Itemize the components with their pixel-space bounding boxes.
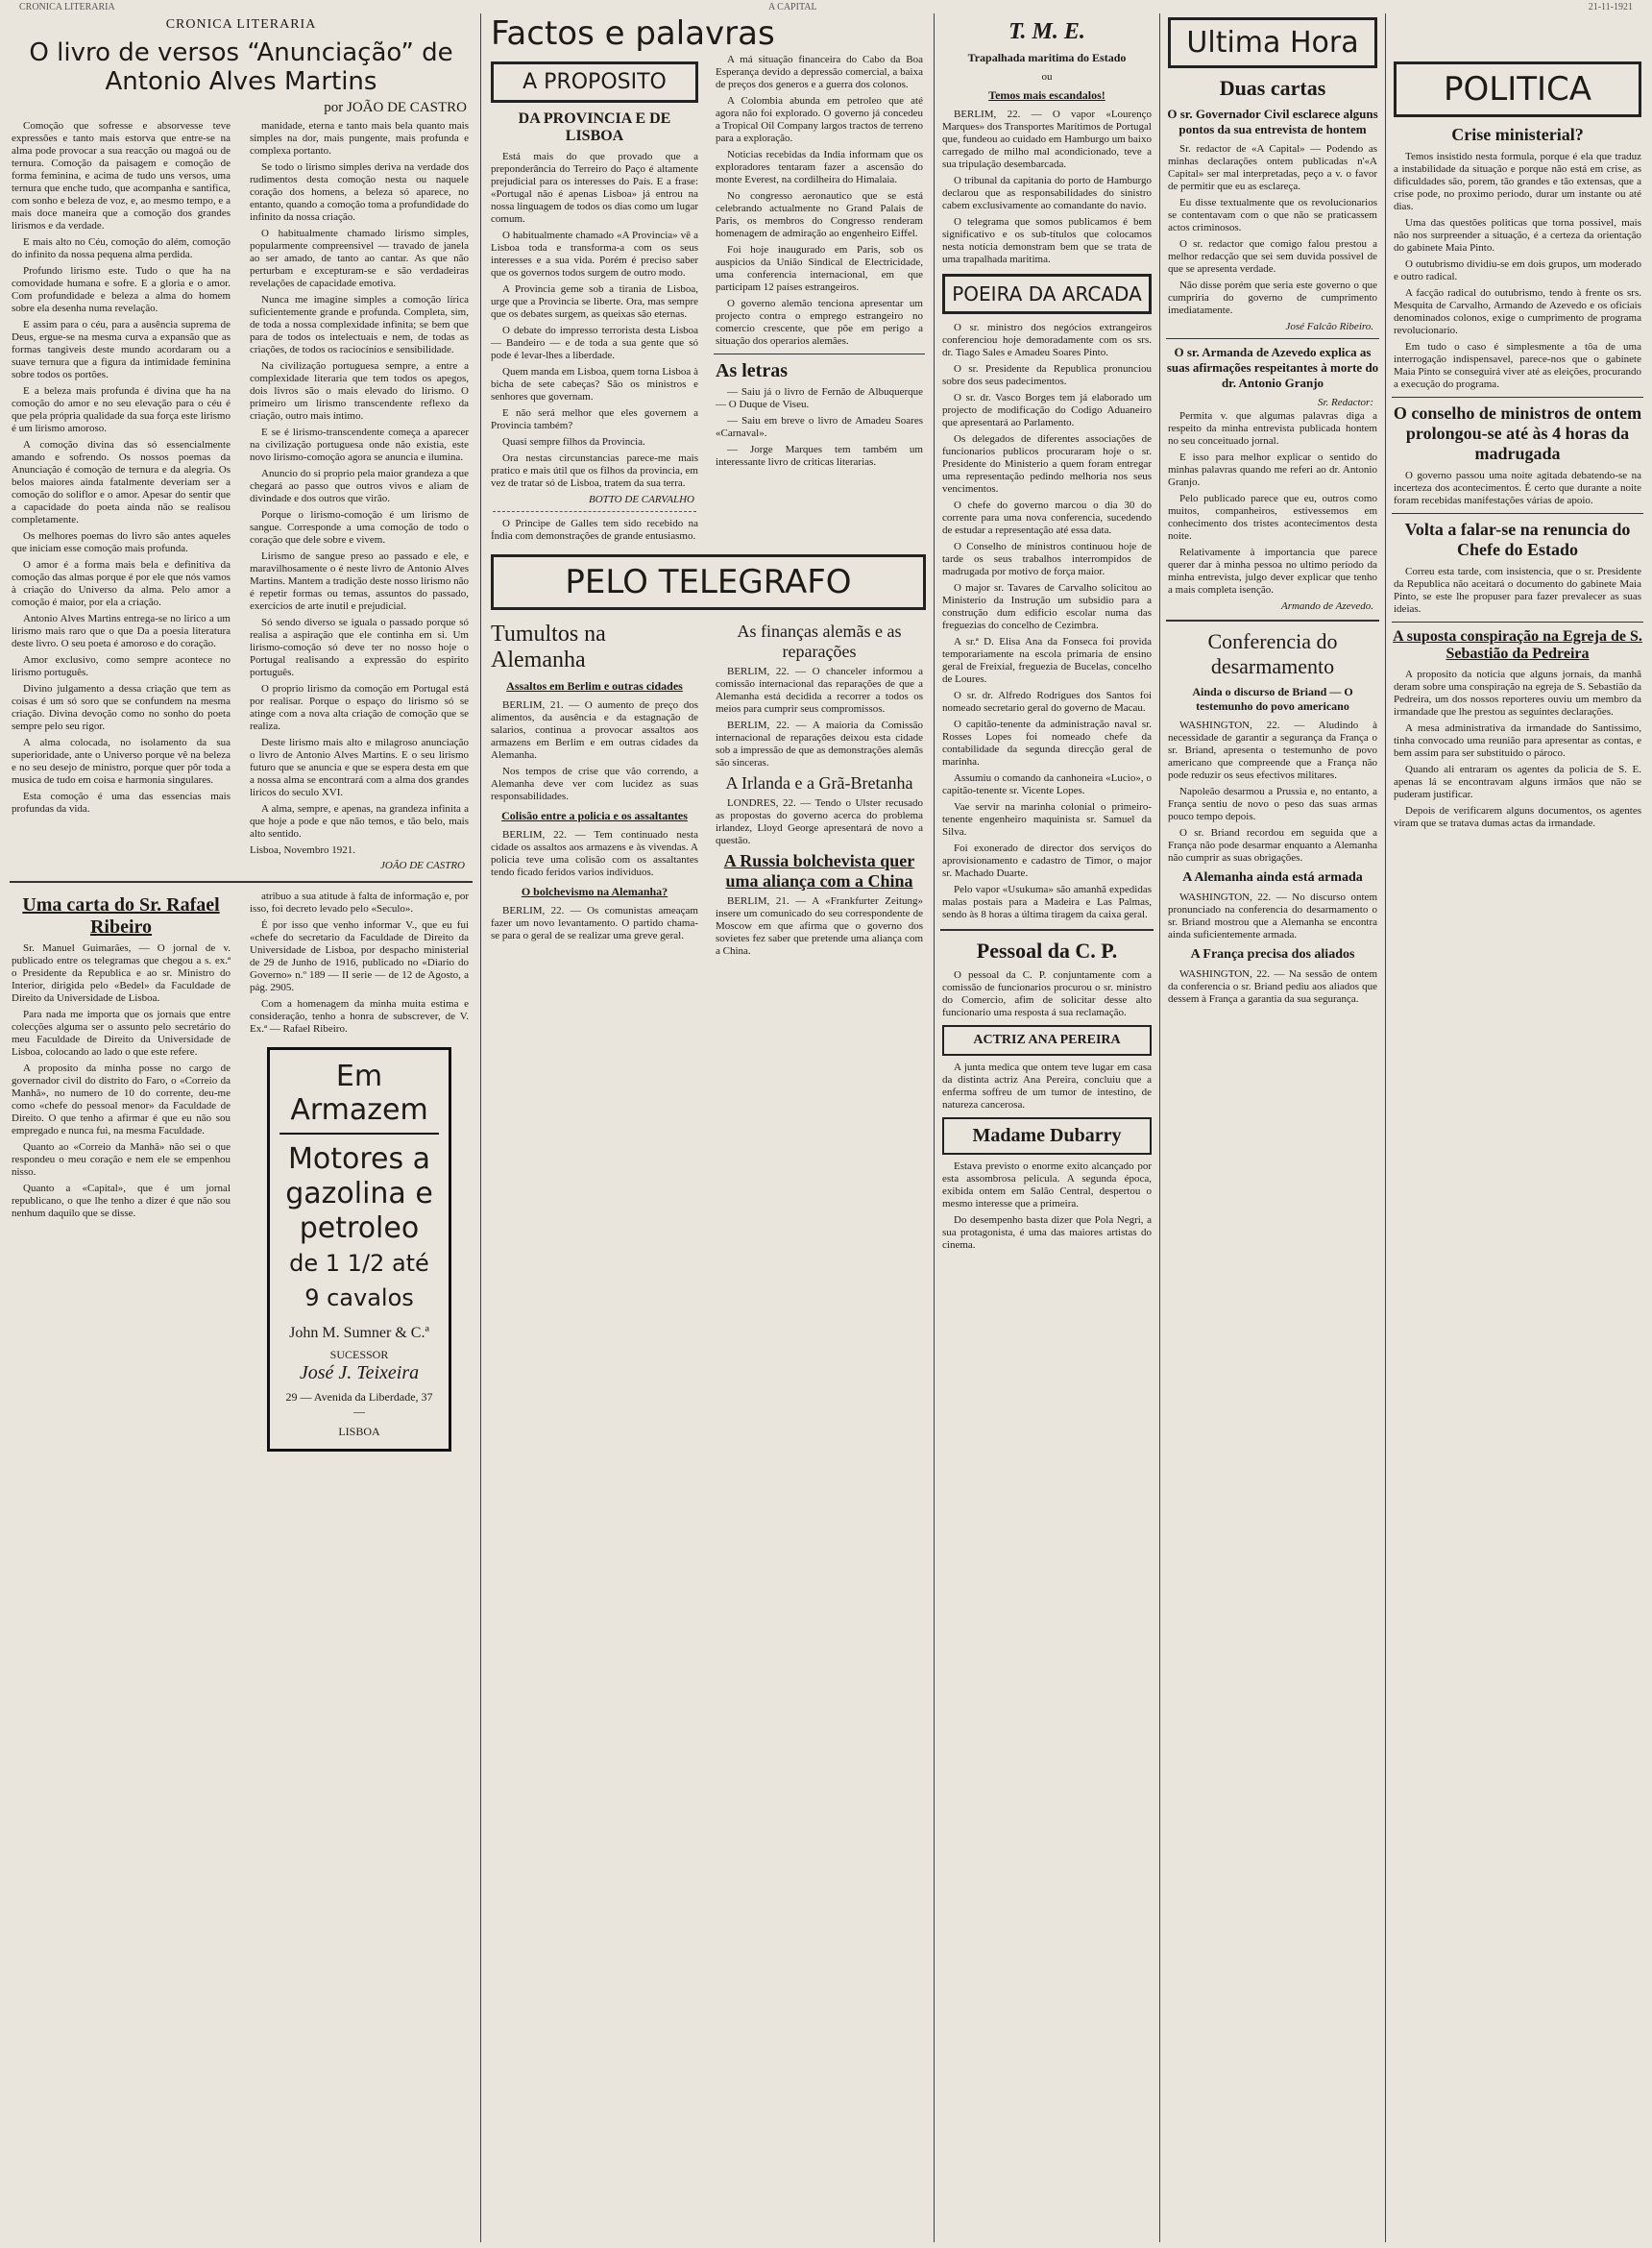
paragraph: O debate do impresso terrorista desta Lisboa — Bandeiro — e de toda a sua gente que só pode é levar-lhes a liberdade. <box>491 325 698 361</box>
paragraph: E isso para melhor explicar o sentido do minhas palavras quando me referi ao dr. Antonio Granjo. <box>1168 452 1377 488</box>
paragraph: E não será melhor que eles governem a Provincia também? <box>491 407 698 431</box>
paragraph: Quanto a «Capital», que é um jornal republicano, o que lhe tenho a dizer é que não sou nenhum daquilo que se disse. <box>12 1183 231 1219</box>
actriz-title: ACTRIZ ANA PEREIRA <box>942 1025 1152 1056</box>
paragraph: A sr.ª D. Elisa Ana da Fonseca foi provida temporariamente na escola primaria de ensino geral de Freixial, freguezia de Bucelas, concelho de Loures. <box>942 636 1152 685</box>
paragraph: A alma, sempre, e apenas, na grandeza infinita a que hoje a pode e que não temos, e tão belo, mais alto sentido. <box>250 803 469 840</box>
paragraph: atribuo a sua atitude à falta de informação e, por isso, foi decreto levado pelo «Seculo». <box>250 891 469 915</box>
article-dateline: Lisboa, Novembro 1921. <box>250 844 355 856</box>
conferencia-title: Conferencia do desarmamento <box>1207 629 1338 678</box>
divider <box>493 511 696 512</box>
paragraph: O major sr. Tavares de Carvalho solicitou ao Ministerio da Instrução um subsidio para a construção dum edificio escolar numa das freguezias do concelho de Cezimbra. <box>942 582 1152 631</box>
volta-title: Volta a falar-se na renuncia do Chefe do Estado <box>1404 520 1631 559</box>
poeira-banner: POEIRA DA ARCADA <box>942 274 1152 314</box>
article-body-left <box>6 120 236 873</box>
paragraph: Do desempenho basta dizer que Pola Negri, a sua protagonista, é uma das maiores artistas do cinema. <box>942 1214 1152 1251</box>
divider <box>1166 620 1379 622</box>
paragraph: WASHINGTON, 22. — Na sessão de ontem da conferencia o sr. Briand pediu aos aliados que dessem à França a garantia da sua segurança. <box>1168 968 1377 1005</box>
paragraph: O governo alemão tenciona apresentar um projecto contra o emprego estrangeiro no comercio crescente, que põe em perigo a situação dos operarios alemães. <box>716 298 923 347</box>
paragraph: O sr. redactor que comigo falou prestou a melhor redacção que sei sem duvida possivel de que se apresenta verdade. <box>1168 238 1377 275</box>
conspiracao-title: A suposta conspiração na Egreja de S. Sebastião da Pedreira <box>1393 628 1642 662</box>
tme-subtitle: Trapalhada maritima do Estado <box>967 51 1127 64</box>
paragraph: Foi exonerado de director dos serviços do aprovisionamento e cadastro de Timor, o major sr. Machado Duarte. <box>942 843 1152 879</box>
paragraph: LONDRES, 22. — Tendo o Ulster recusado as propostas do governo acerca do problema irlandez, Lloyd George apresentará de novo a questão. <box>716 797 923 846</box>
paragraph: WASHINGTON, 22. — Aludindo à necessidade de garantir a segurança da França o sr. Briand, apresenta o testemunho de povo americano que compreende que a França não pode reduzir os seus efectivos militares. <box>1168 720 1377 781</box>
column-duas-cartas <box>1162 13 1383 2242</box>
column-news <box>485 13 932 2242</box>
paragraph: O governo passou uma noite agitada debatendo-se na incerteza dos acontecimentos. É certo que durante a noite foram recebidas manifestações várias de apoio. <box>1394 470 1641 506</box>
divider <box>940 929 1154 931</box>
financas-title: As finanças alemãs e as reparações <box>737 622 902 661</box>
paragraph: O habitualmente chamado «A Provincia» vê a Lisboa toda e transforma-a com os seus interesses e a sua vida. Porém é preciso saber que os governos todos surgem de outro modo. <box>491 230 698 279</box>
aproposito-block <box>485 54 704 547</box>
paragraph: A proposito da noticia que alguns jornais, da manhã deram sobre uma conspiração na egreja de S. Sebastião da Pedreira, um dos nossos reporteres ouviu um membro da irmandade que lhe prestou as seguintes declarações. <box>1394 669 1641 718</box>
politica-banner: POLITICA <box>1394 61 1641 117</box>
irlanda-title: A Irlanda e a Grã-Bretanha <box>725 773 913 793</box>
paragraph: — Saiu em breve o livro de Amadeu Soares «Carnaval». <box>716 415 923 439</box>
paragraph: Assumiu o comando da canhoneira «Lucio», o capitão-tenente sr. Vicente Lopes. <box>942 772 1152 796</box>
paragraph: Quem manda em Lisboa, quem torna Lisboa à bicha de sete cabeças? São os ministros e senhores que governam. <box>491 366 698 403</box>
article-signature: BOTTO DE CARVALHO <box>588 494 694 505</box>
paragraph: A facção radical do outubrismo, tendo à frente os srs. Mesquita de Carvalho, Armando de Azevedo e os oficiais denominados colonos, exige o cumprimento de programa revolucionario. <box>1394 287 1641 336</box>
paragraph: Não disse porém que seria este governo o que cumpriria do governo de cumprimento imediatamente. <box>1168 280 1377 316</box>
paragraph: BERLIM, 21. — O aumento de preço dos alimentos, da ausência e da estagnação de salarios, continua a provocar assaltos aos armazens em Berlim e em outras cidades da Alemanha. <box>491 699 698 761</box>
column-literary <box>6 13 476 2242</box>
bolchevismo-title: O bolchevismo na Alemanha? <box>521 885 668 898</box>
divider <box>1392 622 1643 623</box>
ad-firm: John M. Sumner & C.ª <box>289 1325 429 1341</box>
paragraph: Sr. Manuel Guimarães, — O jornal de v. publicado entre os telegramas que chegou a s. ex.ª o Presidente da Republica e ao sr. Ministro do Interior, dirigida pelo «Bedel» da Faculdade de Direito da Universidade de Lisboa. <box>12 942 231 1004</box>
letter-signature: José Falcão Ribeiro. <box>1285 321 1373 332</box>
paragraph: Sr. redactor de «A Capital» — Podendo as minhas declarações ontem publicadas n'«A Capital» ser mal interpretadas, peço a v. o favor de permitir que eu as esclareça. <box>1168 143 1377 192</box>
paragraph: O capitão-tenente da administração naval sr. Rosses Lopes foi nomeado chefe da contabilidade da segunda direcção geral de marinha. <box>942 719 1152 768</box>
column-divider <box>934 13 935 2242</box>
paragraph: Divino julgamento a dessa criação que tem as coisas é um só soro que se confundem na mesma criação. Divina devoção como no sonho do poeta sempre pelo seu rigor. <box>12 683 231 732</box>
paragraph: Uma das questões politicas que torna possivel, mais não nos surpreender a situação, é a certeza da orientação do gabinete Maia Pinto. <box>1394 217 1641 254</box>
paragraph: Foi hoje inaugurado em Paris, sob os auspicios da União Sindical de Electricidade, uma conferencia internacional, em que participam 12 países estrangeiros. <box>716 244 923 293</box>
paragraph: Ora nestas circunstancias parece-me mais pratico e mais útil que os filhos da provincia, em vez de tratar só de Lisboa, tratem da sua terra. <box>491 452 698 489</box>
paragraph: Com a homenagem da minha muita estima e consideração, tenho a honra de subscrever, de V. Ex.ª — Rafael Ribeiro. <box>250 998 469 1035</box>
paragraph: Para nada me importa que os jornais que entre colecções alguma ser o assunto pelo secretário do meu Faculdade de Direito da Universidade de Lisboa, colocando ao lado o que este refere. <box>12 1009 231 1058</box>
ad-owner: José J. Teixeira <box>299 1362 420 1383</box>
paragraph: E assim para o céu, para a ausência suprema de Deus, ergue-se na mesma curva a expansão que as formas tangiveis deste mundo acordaram ou a suave ternura que a figura da intimidade feminina sobre todos os portões. <box>12 319 231 380</box>
aproposito-banner: A PROPOSITO <box>491 61 698 103</box>
paragraph: BERLIM, 21. — A «Frankfurter Zeitung» insere um comunicado do seu correspondente de Moscow em que afirma que o governo dos sovietes fez saber que pretende uma aliança com a China. <box>716 895 923 957</box>
letter-left <box>6 891 236 1463</box>
paragraph: A comoção divina das só essencialmente amando e sofrendo. Os nossos poemas da Anunciação é comoção de ternura e da alegria. Os belos maiores ainda fatalmente deveriam ser a comoção do soliflor e o amor. Apesar do sentir que a capacidade do poeta ainda não se realisou completamente. <box>12 439 231 525</box>
article-body-right <box>244 120 474 873</box>
column-divider <box>480 13 481 2242</box>
paragraph: Quando ali entraram os agentes da policia de S. E. apenas lá se encontravam alguns irmãos que não se puderam justificar. <box>1394 764 1641 800</box>
divider <box>1392 397 1643 398</box>
paragraph: Pelo vapor «Usukuma» são amanhã expedidas malas postais para a Madeira e Las Palmas, sendo às 8 horas a última tiragem da caixa geral. <box>942 884 1152 920</box>
paragraph: BERLIM, 22. — Os comunistas ameaçam fazer um novo levantamento. O partido chama-se para o geral de se realizar uma greve geral. <box>491 905 698 941</box>
paragraph: O telegrama que somos publicamos é bem significativo e os sub-títulos que colocamos nesta notícia demonstram bem que se trata de uma trapalhada maritima. <box>942 216 1152 265</box>
paragraph: manidade, eterna e tanto mais bela quanto mais simples na dor, mais pungente, mais profunda e complexa portanto. <box>250 120 469 157</box>
paragraph: O sr. Briand recordou em seguida que a França não pode desarmar enquanto a Alemanha não cumprir as suas obrigações. <box>1168 827 1377 864</box>
crise-title: Crise ministerial? <box>1451 125 1584 144</box>
aproposito-subtitle: DA PROVINCIA E DE LISBOA <box>518 110 671 144</box>
paragraph: Pelo publicado parece que eu, outros como muitos, companheiros, estivessemos em conhecimento dos tristes acontecimentos desta noite. <box>1168 493 1377 542</box>
paragraph: O tribunal da capitania do porto de Hamburgo declarou que as responsabilidades do sinistro cabem exclusivamente ao comandante do navio. <box>942 175 1152 211</box>
top-header-line <box>0 2 1652 13</box>
letras-title: As letras <box>716 360 788 381</box>
column-tme <box>936 13 1157 2242</box>
paragraph: Em tudo o caso é simplesmente a tôa de uma interrogação indispensavel, parece-nos que o gabinete Maia Pinto se conseguirá viver até as eleições, procurando a execução do programa. <box>1394 341 1641 390</box>
paragraph: A mesa administrativa da irmandade do Santissimo, tinha convocado uma reunião para apresentar as contas, e bem assim para ser substituido o pároco. <box>1394 722 1641 759</box>
conferencia-subtitle: Ainda o discurso de Briand — O testemunho do povo americano <box>1192 685 1353 713</box>
colisao-title: Colisão entre a policia e os assaltantes <box>501 809 688 822</box>
factos-right <box>710 54 929 547</box>
paragraph: É por isso que venho informar V., que eu fui «chefe do secretario da Faculdade de Direito da Universidade de Lisboa, por despacho ministerial de 29 de Junho de 1916, publicado no «Diario do Governo» n.º 189 — II serie — de 12 de Agosto, a pág. 2905. <box>250 919 469 993</box>
section-header: CRONICA LITERARIA <box>165 17 317 32</box>
paragraph: A proposito da minha posse no cargo de governador civil do distrito do Faro, o «Correio da Manhã», no numero de 10 do corrente, deu-me como «chefe do pessoal menor» da Faculdade de Direito. O que tenho a afirmar é que eu não sou empregado e nunca fui, na mesma Faculdade. <box>12 1063 231 1136</box>
paragraph: A Provincia geme sob a tirania de Lisboa, urge que a Provincia se liberte. Ora, mas sempre que os debates surgem, as queixas são eternas. <box>491 283 698 320</box>
paragraph: Amor exclusivo, como sempre acontece no lirismo português. <box>12 654 231 678</box>
paragraph: Correu esta tarde, com insistencia, que o sr. Presidente da Republica não aceitará o documento do gabinete Maia Pinto, se este lhe propuser para fazer prevalecer as suas ideias. <box>1394 566 1641 615</box>
armanda-title: O sr. Armanda de Azevedo explica as suas afirmações respeitantes à morte do dr. Antonio Granjo <box>1166 345 1379 390</box>
paragraph: O sr. ministro dos negócios extrangeiros conferenciou hoje demoradamente com os srs. dr. Tiago Sales e Amadeu Soares Pinto. <box>942 322 1152 358</box>
paragraph: Profundo lirismo este. Tudo o que ha na comovidade humana e sofre. E a gloria e o amor. Com profundidade e beleza a alma do homem sobre ela desenha numa revelação. <box>12 265 231 314</box>
paragraph: BERLIM, 22. — A maioria da Comissão internacional de reparações deixou esta cidade sob a impressão de que as demonstrações alemãs são sinceras. <box>716 720 923 769</box>
paragraph: BERLIM, 22. — O chanceler informou a comissão internacional das reparações de que a Alemanha está decidida a recorrer a todos os meios para cumprir seus compromissos. <box>716 666 923 715</box>
paragraph: — Saiu já o livro de Fernão de Albuquerque — O Duque de Viseu. <box>716 386 923 410</box>
paragraph: O amor é a forma mais bela e definitiva da comoção das almas porque é por ele que nós vamos à criação do Universo da alma. Pelo amor a comoção é maior, por ela a criação. <box>12 559 231 608</box>
paragraph: Temos insistido nesta formula, porque é ela que traduz a instabilidade da situação e porque não está em crise, as dificuldades são, porem, tão grandes e tão extensas, que a crise pode, no proximo periodo, durar um instante ou até dias. <box>1394 151 1641 212</box>
duas-cartas-subtitle: O sr. Governador Civil esclarece alguns pontos da sua entrevista de hontem <box>1167 107 1378 136</box>
paragraph: O proprio lirismo da comoção em Portugal está por realisar. Porque o espaço do lirismo só se atinge com a nova alta criação de comoção que se realiza. <box>250 683 469 732</box>
paragraph: A má situação financeira do Cabo da Boa Esperança devido a depressão comercial, a baixa de preços dos generos e a guerra dos colonos. <box>716 54 923 90</box>
telegrafo-left <box>485 618 704 962</box>
paragraph: — Jorge Marques tem também um interessante livro de criticas literarias. <box>716 444 923 468</box>
paragraph: E se é lirismo-transcendente começa a aparecer na civilização portuguesa onde não existia, este novo lirismo-comoção agora se anuncia e ilumina. <box>250 427 469 463</box>
paragraph: Depois de verificarem alguns documentos, os agentes viram que se tratava dumas actas da irmandade. <box>1394 805 1641 829</box>
paragraph: Vae servir na marinha colonial o primeiro-tenente engenheiro maquinista sr. Samuel da Silva. <box>942 801 1152 838</box>
section-divider <box>10 881 473 883</box>
column-politica <box>1388 13 1647 2242</box>
paragraph: O sr. dr. Vasco Borges tem já elaborado um projecto de modificação do Codigo Aduaneiro que apresentará ao Parlamento. <box>942 392 1152 428</box>
armanda-salutation: Sr. Redactor: <box>1317 397 1373 408</box>
tme-scandal: Temos mais escandalos! <box>988 88 1105 102</box>
paragraph: A alma colocada, no isolamento da sua superioridade, ante o Universo porque vê na beleza e no seu desejo de ministro, porque quer pôr toda a musica de tudo em coisa e harmonia singulares. <box>12 737 231 786</box>
paragraph: BERLIM, 22. — Tem continuado nesta cidade os assaltos aos armazens e às vivendas. A policia teve uma colisão com os assaltantes tendo ficado feridos varios individuos. <box>491 829 698 878</box>
paragraph: Noticias recebidas da India informam que os exploradores tentaram fazer a ascensão do monte Everest, na cordilheira do Himalaia. <box>716 149 923 185</box>
letter-signature: Armando de Azevedo. <box>1280 600 1373 612</box>
column-divider <box>1159 13 1160 2242</box>
paragraph: Porque o lirismo-comoção é um lirismo de sangue. Corresponde a uma comoção de todo o coração que dele sobre e vivem. <box>250 509 469 546</box>
paragraph: O pessoal da C. P. conjuntamente com a comissão de funcionarios procurou o sr. ministro do Comercio, afim de solicitar desse alto funcionario uma resposta á sua reclamação. <box>942 969 1152 1018</box>
paragraph: O sr. Presidente da Republica pronunciou sobre dos seus padecimentos. <box>942 363 1152 387</box>
paragraph: Anuncio do si proprio pela maior grandeza a que chegará ao passo que outros vivos e aliam de divindade e dos outros que virão. <box>250 468 469 504</box>
page-date: 21-11-1921 <box>1588 2 1633 12</box>
paragraph: Comoção que sofresse e absorvesse teve expressões e tanto mais estorva que entre-se na alma pode provocar a sua reacção ou magoá ou de ternura. Comoção da paisagem e comoção de forma feminina, e acima de tudo uns versos, uma ternura que enche tudo, que acompanha e santifica, com sonho e beleza de voz, e, ao mesmo tempo, e a mais doce maneira que a comoção dos grandes lirismos e da verdade. <box>12 120 231 232</box>
column-divider <box>1385 13 1386 2242</box>
paragraph: Só sendo diverso se iguala o passado porque só realisa a aspiração que ele continha em si. Um lirismo-comoção só deve ter no nosso hoje o Portugal realisando a expressão do espirito português. <box>250 617 469 678</box>
paragraph: Se todo o lirismo simples deriva na verdade dos rudimentos desta comoção nesta ou naquele coração dos homens, a beleza só aparece, no entanto, quando a comoção toma a profundidade do infinito da nossa criação. <box>250 161 469 223</box>
ad-address: 29 — Avenida da Liberdade, 37 — <box>285 1390 433 1418</box>
paragraph: O habitualmente chamado lirismo simples, popularmente compreensivel — travado de janela ao ser amado, de tanto ao cantar. As que não perturbam e excepturam-se e são verdadeiras revelações de capacidade emotiva. <box>250 228 469 289</box>
paragraph: Antonio Alves Martins entrega-se no lirico a um lirismo mais raro que o que Da a poesia literatura deste livro. O seu poeta é amoroso e do coração. <box>12 613 231 649</box>
paragraph: Os melhores poemas do livro são antes aqueles que iniciam esse comoção mais profunda. <box>12 530 231 554</box>
conselho-title: O conselho de ministros de ontem prolongou-se até às 4 horas da madrugada <box>1393 403 1642 463</box>
ad-successor-label: SUCESSOR <box>329 1348 389 1361</box>
paragraph: O chefe do governo marcou o dia 30 do corrente para uma nova conferencia, sucedendo de estudar a representação até essa data. <box>942 500 1152 536</box>
section-title-factos: Factos e palavras <box>491 14 775 53</box>
ad-headline: Em Armazem <box>279 1060 439 1135</box>
paragraph: O outubrismo dividiu-se em dois grupos, um moderado e outro radical. <box>1394 258 1641 282</box>
paragraph: No congresso aeronautico que se está celebrando actualmente no Grand Palais de Paris, os membros do Congresso renderam homenagem de admiração ao engenheiro Eiffel. <box>716 190 923 239</box>
paragraph: WASHINGTON, 22. — No discurso ontem pronunciado na conferencia do desarmamento o sr. Briand mostrou que a Alemanha se encontra ainda suficientemente armada. <box>1168 892 1377 941</box>
newspaper-name: A CAPITAL <box>768 2 817 12</box>
ad-city: LISBOA <box>338 1425 380 1438</box>
paragraph: E mais alto no Céu, comoção do além, comoção do infinito da nossa pequena alma perdida. <box>12 236 231 260</box>
paragraph: Esta comoção é uma das essencias mais profundas da vida. <box>12 791 231 815</box>
paragraph: Deste lirismo mais alto e milagroso anunciação o livro de Antonio Alves Martins. E o seu lirismo futuro que se anuncia e que se espera desta em que a nossa alma se encontrará com a alma dos grandes liricos do seculo XVI. <box>250 737 469 798</box>
alemanha-armada-title: A Alemanha ainda está armada <box>1182 870 1363 885</box>
tumultos-subtitle: Assaltos em Berlim e outras cidades <box>506 679 683 693</box>
letter-right <box>244 891 474 1463</box>
advertisement-motors <box>267 1047 451 1452</box>
telegrafo-right <box>710 618 929 962</box>
paragraph: Estava previsto o enorme exito alcançado por esta assombrosa pelicula. A segunda época, exibida ontem em Salão Central, despertou o mesmo interesse que a primeira. <box>942 1161 1152 1210</box>
franca-aliados-title: A França precisa dos aliados <box>1190 947 1355 962</box>
ad-range: de 1 1/2 até 9 cavalos <box>289 1250 429 1311</box>
divider <box>1166 338 1379 339</box>
paragraph: E a beleza mais profunda é divina que ha na comoção do amor e no seu elevação para o céu é que pela própria qualidade da sua força este lirismo é um lirismo amoroso. <box>12 385 231 434</box>
madame-title: Madame Dubarry <box>942 1117 1152 1155</box>
paragraph: Lirismo de sangue preso ao passado e ele, e maravilhosamente o é neste livro de Antonio Alves Martins. Mantem a tradição deste nosso lirismo não é repetir formas ou temas, assuntos do passado, exercícios de arte inutil e prejudicial. <box>250 550 469 612</box>
paragraph: Quasi sempre filhos da Provincia. <box>502 436 645 448</box>
paragraph: Eu disse textualmente que os revolucionarios se contentavam com o que não se praticassem actos criminosos. <box>1168 197 1377 233</box>
paragraph: Na civilização portuguesa sempre, a entre a complexidade literaria que tem todos os apegos, dois livros são o mais elevado do lirismo. O primeiro um lirismo transcendente reflexo da criação, outro mais íntimo. <box>250 360 469 422</box>
paragraph: Nunca me imagine simples a comoção lírica suficientemente grande e profunda. Completa, sim, de toda a nossa complexidade infinita; se bem que para de todos os intelectuais e nem, de todas as criações, de todos os raciocínios e sensibilidade. <box>250 294 469 355</box>
paragraph: A junta medica que ontem teve lugar em casa da distinta actriz Ana Pereira, concluiu que a enferma soffreu de um tumor de intestino, de natureza cancerosa. <box>942 1062 1152 1111</box>
paragraph: BERLIM, 22. — O vapor «Lourenço Marques» dos Transportes Marítimos de Portugal que, fundeou ao cuidado em Hamburgo um baixo carregado de milho mal acondicionado, teve a sua tripulação desembarcada. <box>942 109 1152 170</box>
paragraph: O Conselho de ministros continuou hoje de tarde os seus trabalhos interrompidos de madrugada por motivo de força maior. <box>942 541 1152 577</box>
paragraph: Relativamente à importancia que parece querer dar à minha pessoa no ultimo período da minha entrevista, julgo dever explicar que tenho a mais completa isenção. <box>1168 547 1377 596</box>
russia-title: A Russia bolchevista quer uma aliança com a China <box>723 851 915 891</box>
article-byline: por JOÃO DE CASTRO <box>324 100 467 115</box>
paragraph: Quanto ao «Correio da Manhã» não sei o que respondeu o meu coração e nem ele se empenhou nisso. <box>12 1141 231 1178</box>
tme-title: T. M. E. <box>1008 19 1085 44</box>
letter-title: Uma carta do Sr. Rafael Ribeiro <box>22 894 220 938</box>
ad-product: Motores a gazolina e petroleo <box>285 1142 433 1245</box>
ultima-hora-banner: Ultima Hora <box>1168 17 1377 68</box>
tme-or: ou <box>1041 71 1053 83</box>
pessoal-title: Pessoal da C. P. <box>976 939 1118 963</box>
duas-cartas-title: Duas cartas <box>1219 76 1326 100</box>
paragraph: Napoleão desarmou a Prussia e, no entanto, a França sentiu de novo o peso das suas armas pouco tempo depois. <box>1168 786 1377 822</box>
paragraph: Nos tempos de crise que vão correndo, a Alemanha deve ver com lucidez as suas responsabilidades. <box>491 766 698 802</box>
article-title: O livro de versos “Anunciação” de Antonio Alves Martins <box>29 38 453 96</box>
page-section-label: CRONICA LITERARIA <box>19 2 115 12</box>
paragraph: O Principe de Galles tem sido recebido na Índia com demonstrações de grande entusiasmo. <box>491 518 698 542</box>
paragraph: Permita v. que algumas palavras diga a respeito da minha entrevista publicada hontem no seu conceituado jornal. <box>1168 410 1377 447</box>
paragraph: Os delegados de diferentes associações de funcionarios publicos procuraram hoje o sr. Presidente do Ministerio a quem foram entregar uma representação pedindo melhoria nos seus vencimentos. <box>942 433 1152 495</box>
tumultos-title: Tumultos na Alemanha <box>491 622 606 672</box>
paragraph: A Colombia abunda em petroleo que até agora não foi explorado. O governo já concedeu a Tropical Oil Company largos tractos de terreno para a exploração. <box>716 95 923 144</box>
divider <box>1392 513 1643 514</box>
telegrafo-banner: PELO TELEGRAFO <box>491 554 926 610</box>
paragraph: O sr. dr. Alfredo Rodrigues dos Santos foi nomeado secretario geral do governo de Macau. <box>942 690 1152 714</box>
paragraph: Está mais do que provado que a preponderância do Terreiro do Paço é altamente prejudicial para os interesses do País. E a frase: «Portugal não é apenas Lisboa» já entrou na nossa linguagem de todos os dias como um lugar comum. <box>491 151 698 225</box>
article-signature: JOÃO DE CASTRO <box>380 860 465 871</box>
